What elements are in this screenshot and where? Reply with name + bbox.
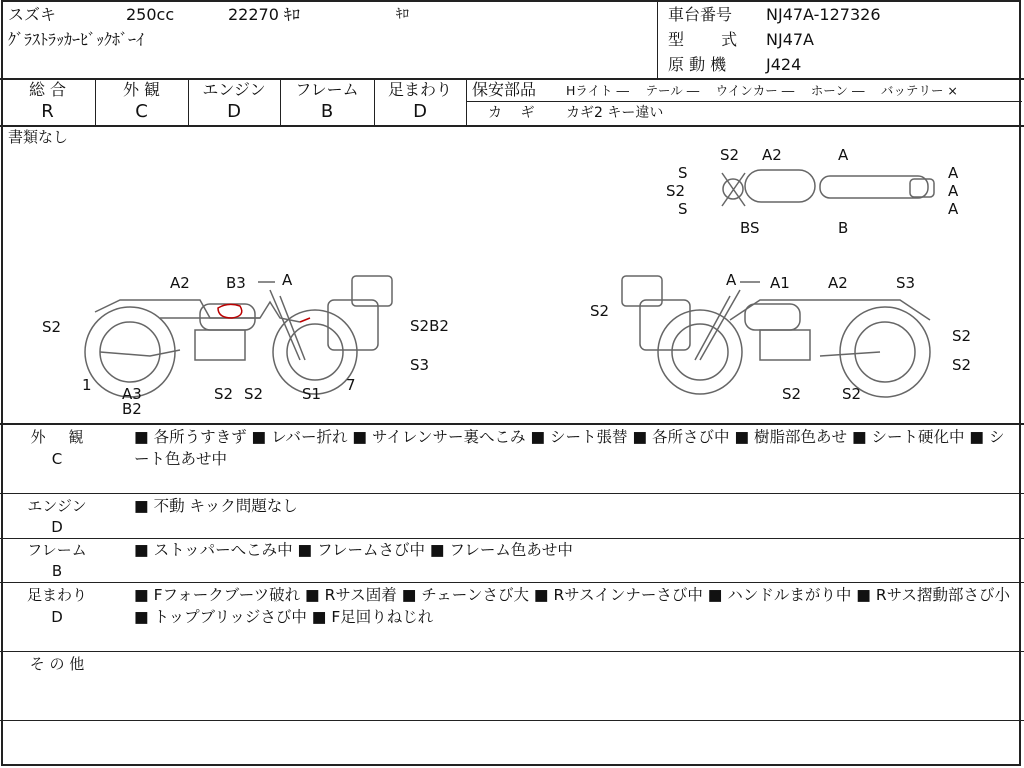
type-value: NJ47A [766,30,814,49]
grade-engine-value: D [227,101,241,122]
svg-text:A2: A2 [762,146,782,164]
right-view-labels [590,271,971,403]
svg-text:BS: BS [740,219,760,237]
grade-exterior-value: C [135,101,148,122]
mileage: 22270 ｷﾛ [228,5,300,24]
svg-text:A: A [948,164,959,182]
mileage-unit: ｷﾛ [396,7,409,22]
svg-text:S2: S2 [244,385,264,403]
svg-text:S2: S2 [952,356,972,374]
svg-text:1: 1 [82,376,92,394]
engine-label: 原 動 機 [668,55,727,74]
svg-text:S3: S3 [410,356,430,374]
safety-items: Hライト ― テール ― ウインカー ― ホーン ― バッテリー × [566,83,958,98]
svg-text:A2: A2 [828,274,848,292]
grade-exterior-label: 外 観 [122,80,161,99]
grade-engine-label: エンジン [202,80,266,99]
section-frame-label: フレーム [27,541,87,559]
section-engine-grade: D [51,518,63,536]
section-exterior-label: 外 観 [30,428,84,446]
section-frame-grade: B [51,562,63,580]
section-exterior-text: ■ 各所うすきず ■ レバー折れ ■ サイレンサー裏へこみ ■ シート張替 ■ 各所さび中 ■ 樹脂部色あせ ■ シート硬化中 ■ シート色あせ中 [134,428,1005,468]
svg-text:B: B [838,219,849,237]
svg-text:S2: S2 [666,182,686,200]
section-other-label: そ の 他 [29,655,85,673]
svg-text:S3: S3 [896,274,916,292]
svg-text:A: A [726,271,737,289]
grade-overall-value: R [41,101,54,122]
grade-frame-value: B [320,101,334,122]
svg-text:S: S [678,164,688,182]
key-value: カギ2 キー違い [566,105,664,121]
chassis-label: 車台番号 [668,5,733,24]
svg-text:S2: S2 [590,302,610,320]
svg-text:B2: B2 [122,400,142,418]
svg-text:A2: A2 [170,274,190,292]
section-engine-text: ■ 不動 キック問題なし [134,497,298,515]
svg-text:S2: S2 [720,146,740,164]
section-suspension-text: ■ Fフォークブーツ破れ ■ Rサス固着 ■ チェーンさび大 ■ Rサスインナーさび中 ■ ハンドルまがり中 ■ Rサス摺動部さび小 ■ トップブリッジさび中 ■ F足回りねじれ [134,586,1010,626]
model-name: ｸﾞﾗｽﾄﾗｯｶｰﾋﾞｯｸﾎﾞｰｲ [8,30,145,49]
svg-text:S2: S2 [952,327,972,345]
svg-text:B3: B3 [226,274,246,292]
grade-suspension-label: 足まわり [387,80,452,99]
key-label: カ ギ [488,105,535,121]
svg-text:S2: S2 [42,318,62,336]
svg-text:S2: S2 [842,385,862,403]
section-frame-text: ■ ストッパーへこみ中 ■ フレームさび中 ■ フレーム色あせ中 [134,541,573,559]
top-view-labels [666,146,959,237]
section-suspension-label: 足まわり [26,586,87,604]
engine-value: J424 [766,55,802,74]
svg-text:S2: S2 [214,385,234,403]
svg-text:S: S [678,200,688,218]
svg-text:A: A [838,146,849,164]
svg-text:S2: S2 [782,385,802,403]
maker: スズキ [8,5,57,24]
type-label: 型 式 [668,30,738,49]
svg-text:A1: A1 [770,274,790,292]
chassis-value: NJ47A-127326 [766,5,881,24]
section-exterior-grade: C [51,450,63,468]
section-suspension-grade: D [51,608,63,626]
svg-text:A: A [948,182,959,200]
grade-suspension-value: D [413,101,427,122]
documents-note: 書類なし [8,128,69,146]
section-engine-label: エンジン [27,497,87,515]
safety-label: 保安部品 [472,80,537,99]
displacement: 250cc [126,5,175,24]
svg-text:7: 7 [346,376,356,394]
svg-text:S2B2: S2B2 [410,317,449,335]
svg-text:A: A [948,200,959,218]
svg-text:S1: S1 [302,385,322,403]
grade-frame-label: フレーム [295,80,359,99]
condition-diagram [0,128,1024,424]
svg-text:A: A [282,271,293,289]
grade-overall-label: 総 合 [28,80,67,99]
svg-text:A3: A3 [122,385,142,403]
